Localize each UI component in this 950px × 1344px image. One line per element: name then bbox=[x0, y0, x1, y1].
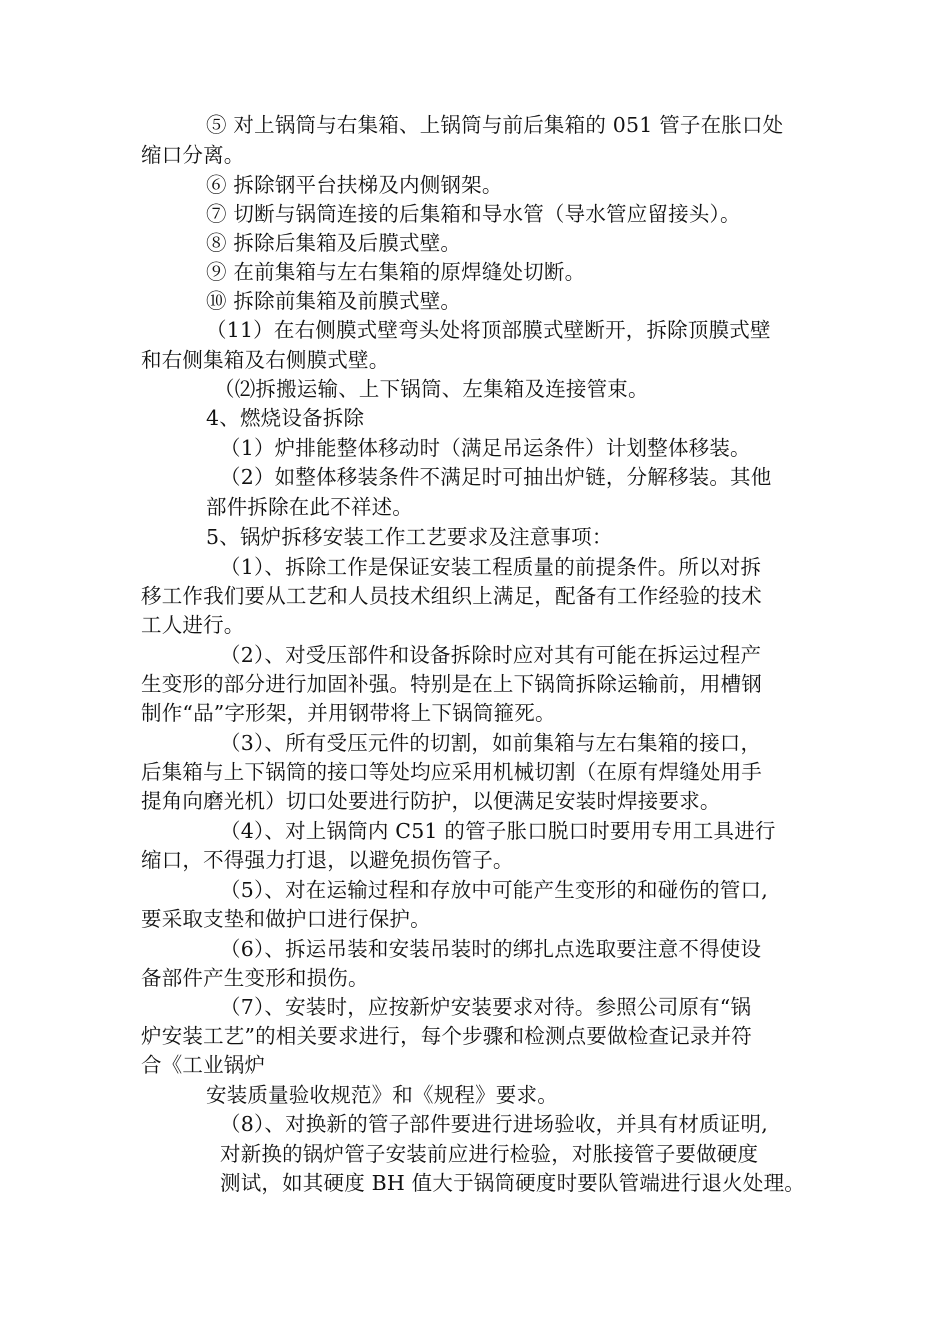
text-line: 炉安装工艺”的相关要求进行，每个步骤和检测点要做检查记录并符 bbox=[141, 1024, 752, 1048]
text-line: 制作“品”字形架，并用钢带将上下锅筒箍死。 bbox=[141, 701, 556, 725]
text-line: 提角向磨光机）切口处要进行防护，以便满足安装时焊接要求。 bbox=[141, 789, 721, 813]
text-line: 备部件产生变形和损伤。 bbox=[141, 966, 369, 990]
text-line: 对新换的锅炉管子安装前应进行检验，对胀接管子要做硬度 bbox=[220, 1142, 759, 1166]
text-line: （1）炉排能整体移动时（满足吊运条件）计划整体移装。 bbox=[220, 436, 751, 460]
text-line: （2）、对受压部件和设备拆除时应对其有可能在拆运过程产 bbox=[220, 643, 762, 667]
text-line: 移工作我们要从工艺和人员技术组织上满足，配备有工作经验的技术 bbox=[141, 584, 762, 608]
text-line: 缩口分离。 bbox=[141, 143, 245, 167]
text-line: ⑦ 切断与锅筒连接的后集箱和导水管（导水管应留接头）。 bbox=[206, 202, 741, 226]
text-line: 生变形的部分进行加固补强。特别是在上下锅筒拆除运输前，用槽钢 bbox=[141, 672, 762, 696]
section-heading: 5、锅炉拆移安装工作工艺要求及注意事项： bbox=[206, 525, 613, 549]
text-line: （1）、拆除工作是保证安装工程质量的前提条件。所以对拆 bbox=[220, 555, 762, 579]
text-line: （2）如整体移装条件不满足时可抽出炉链，分解移装。其他 bbox=[220, 465, 772, 489]
text-line: （5）、对在运输过程和存放中可能产生变形的和碰伤的管口, bbox=[220, 878, 768, 902]
text-line: （11）在右侧膜式壁弯头处将顶部膜式壁断开，拆除顶膜式壁 bbox=[206, 318, 771, 342]
text-line: （3）、所有受压元件的切割，如前集箱与左右集箱的接口， bbox=[220, 731, 762, 755]
text-line: 安装质量验收规范》和《规程》要求。 bbox=[206, 1083, 558, 1107]
text-line: 工人进行。 bbox=[141, 613, 245, 637]
text-line: ⑩ 拆除前集箱及前膜式壁。 bbox=[206, 289, 462, 313]
text-line: （8）、对换新的管子部件要进行进场验收，并具有材质证明, bbox=[220, 1112, 768, 1136]
text-line: 测试，如其硬度 BH 值大于锅筒硬度时要队管端进行退火处理。 bbox=[220, 1171, 805, 1195]
text-line: ⑨ 在前集箱与左右集箱的原焊缝处切断。 bbox=[206, 260, 586, 284]
text-line: （⑵拆搬运输、上下锅筒、左集箱及连接管束。 bbox=[214, 377, 649, 401]
text-line: ⑥ 拆除钢平台扶梯及内侧钢架。 bbox=[206, 173, 503, 197]
text-line: （6）、拆运吊装和安装吊装时的绑扎点选取要注意不得使设 bbox=[220, 937, 762, 961]
text-line: 要采取支垫和做护口进行保护。 bbox=[141, 907, 431, 931]
text-line: ⑧ 拆除后集箱及后膜式壁。 bbox=[206, 231, 462, 255]
text-line: （7）、安装时，应按新炉安装要求对待。参照公司原有“锅 bbox=[220, 995, 752, 1019]
text-line: 缩口，不得强力打退，以避免损伤管子。 bbox=[141, 848, 514, 872]
text-line: 后集箱与上下锅筒的接口等处均应采用机械切割（在原有焊缝处用手 bbox=[141, 760, 762, 784]
text-line: 和右侧集箱及右侧膜式壁。 bbox=[141, 348, 390, 372]
text-line: 合《工业锅炉 bbox=[141, 1053, 266, 1077]
text-line: 部件拆除在此不祥述。 bbox=[206, 495, 413, 519]
text-line: ⑤ 对上锅筒与右集箱、上锅筒与前后集箱的 051 管子在胀口处 bbox=[206, 113, 784, 137]
section-heading: 4、燃烧设备拆除 bbox=[206, 406, 365, 430]
text-line: （4）、对上锅筒内 C51 的管子胀口脱口时要用专用工具进行 bbox=[220, 819, 776, 843]
